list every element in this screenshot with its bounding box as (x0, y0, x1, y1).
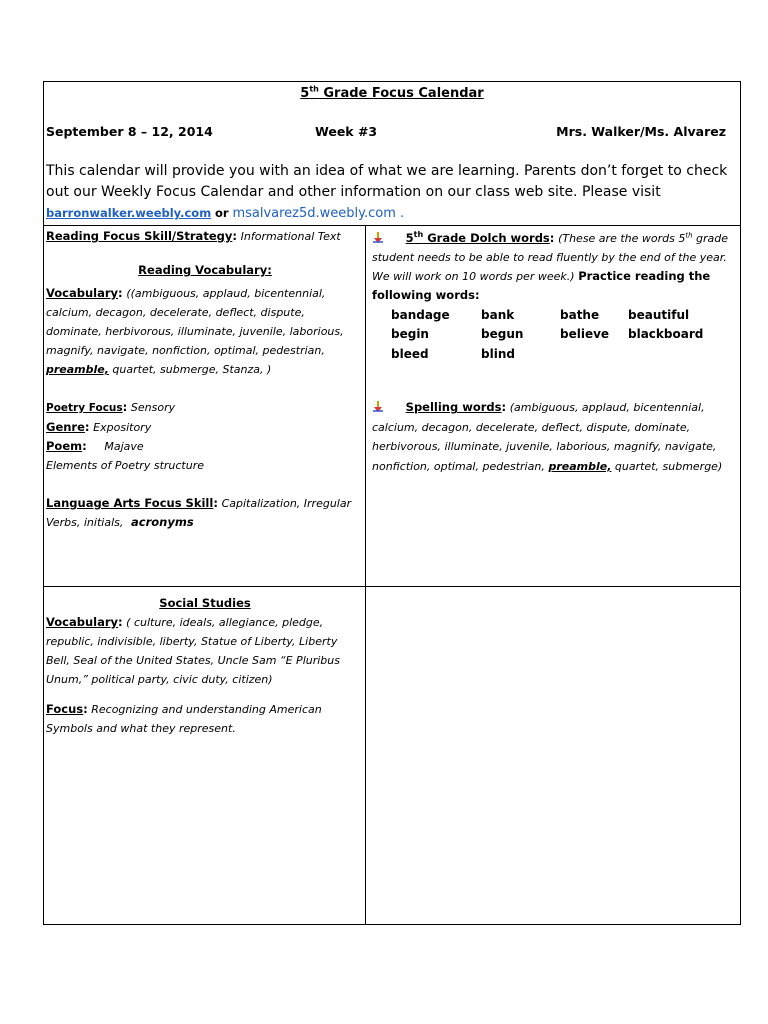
poem-line: Poem: Majave (46, 439, 144, 453)
social-focus-label: Focus (46, 702, 84, 716)
dolch-label-sup: th (413, 230, 424, 239)
alvarez-site-link[interactable]: msalvarez5d.weebly.com (232, 206, 396, 221)
social-focus-text: Recognizing and understanding American Symbols and what they represent. (46, 703, 322, 735)
poetry-elements: Elements of Poetry structure (46, 459, 205, 472)
poem-label: Poem (46, 439, 83, 453)
vocab-colon: : (118, 286, 123, 300)
dolch-word: begun (481, 327, 524, 342)
calendar-header (44, 82, 740, 226)
dolch-word: blackboard (628, 327, 704, 342)
genre-label: Genre (46, 420, 85, 434)
website-links (46, 206, 404, 221)
focus-calendar-sheet (43, 81, 741, 925)
dolch-label: Grade Dolch words (423, 230, 550, 245)
dolch-label-number: 5 (405, 230, 414, 245)
dolch-word: blind (481, 346, 515, 361)
language-arts-line: Language Arts Focus Skill: Capitalization, Irregular Verbs, initials, acronyms (46, 496, 352, 529)
dolch-word: bathe (560, 307, 600, 322)
dolch-word: bleed (391, 346, 429, 361)
week-number: Week #3 (315, 124, 378, 139)
dolch-note-rest: grade student needs to be able to read fluently by the end of the year. We will work on 10 words per week.) (372, 231, 729, 283)
info-row (46, 124, 726, 142)
social-vocab-paragraph (46, 613, 364, 689)
social-vocab-label: Vocabulary (46, 615, 119, 629)
practice-text: Practice reading the following words: (372, 268, 711, 302)
date-range: September 8 – 12, 2014 (46, 124, 213, 139)
vocab-label: Vocabulary (46, 286, 119, 300)
or-text: or (215, 206, 229, 220)
social-vocab-colon: : (118, 615, 123, 629)
intro-text: This calendar will provide you with an idea of what we are learning. Parents don’t forget to check out our Weekly Focus Calendar and other information on our class web site. Please visit (46, 163, 728, 200)
page-title (44, 85, 740, 101)
spelling-bold-word: preamble, (548, 459, 612, 473)
reading-skill-line (46, 227, 364, 246)
spelling-paragraph (372, 398, 740, 476)
reading-skill-colon: : (232, 229, 237, 243)
genre-line: Genre: Expository (46, 420, 152, 434)
dolch-word: bank (481, 307, 515, 322)
spelling-label: Spelling words (405, 400, 502, 415)
vocab-list: ((ambiguous, applaud, bicentennial, calcium, decagon, decelerate, deflect, dispute, dominate, herbivorous, illuminate, juvenile, laborious, magnify, navigate, nonfiction, optimal, pedestrian, (46, 287, 344, 357)
genre-value: Expository (93, 421, 152, 434)
social-focus-colon: : (83, 702, 88, 716)
reading-cell (46, 227, 364, 532)
reading-vocab-paragraph (46, 284, 364, 379)
dolch-word-grid (391, 306, 740, 365)
la-bold: acronyms (131, 515, 194, 529)
spelling-colon: : (501, 400, 507, 415)
dolch-word: begin (391, 327, 429, 342)
dolch-word: bandage (391, 307, 450, 322)
reading-skill-label: Reading Focus Skill/Strategy (46, 229, 233, 243)
social-vocab-list: ( culture, ideals, allegiance, pledge, republic, indivisible, liberty, Statue of Liberty, Liberty Bell, Seal of the United States, Uncle Sam “E Pluribus Unum,” political party, civic duty, citizen) (46, 616, 340, 686)
dolch-colon: : (549, 230, 555, 245)
pushpin-arrow-icon (372, 231, 384, 243)
social-studies-cell (46, 594, 364, 738)
spelling-list: (ambiguous, applaud, bicentennial, calcium, decagon, decelerate, deflect, dispute, dominate, herbivorous, illuminate, juvenile, laborious, magnify, navigate, nonfiction, optimal, pedestrian, (372, 401, 717, 473)
empty-cell (366, 587, 740, 924)
social-heading: Social Studies (159, 596, 251, 610)
link-tail: . (395, 206, 405, 221)
reading-vocab-heading: Reading Vocabulary: (138, 263, 272, 277)
vocab-list-tail: quartet, submerge, Stanza, ) (108, 363, 272, 376)
dolch-word: beautiful (628, 307, 690, 322)
la-label: Language Arts Focus Skill (46, 496, 214, 510)
dolch-note-sup: th (685, 231, 693, 240)
poetry-value: Sensory (130, 401, 176, 414)
title-text: Grade Focus Calendar (318, 86, 484, 102)
poetry-label: Poetry Focus (46, 402, 123, 414)
dolch-word: believe (560, 327, 610, 342)
dolch-paragraph (372, 225, 740, 305)
title-sup: th (309, 85, 319, 94)
title-number: 5 (300, 86, 310, 102)
la-value: Capitalization, Irregular Verbs, initials, (46, 497, 352, 529)
poetry-focus-line: Poetry Focus: Sensory (46, 400, 176, 414)
pushpin-arrow-icon (372, 400, 384, 412)
vocab-bold-word: preamble, (46, 363, 109, 376)
walker-site-link[interactable]: barronwalker.weebly.com (46, 206, 212, 220)
dolch-note-text: (These are the words 5 (558, 231, 686, 245)
spelling-list-tail: quartet, submerge) (611, 459, 723, 473)
social-focus-paragraph (46, 700, 364, 738)
poem-value: Majave (104, 440, 144, 453)
teacher-names: Mrs. Walker/Ms. Alvarez (556, 124, 726, 139)
reading-skill-value: Informational Text (240, 230, 341, 243)
dolch-cell (372, 225, 740, 476)
